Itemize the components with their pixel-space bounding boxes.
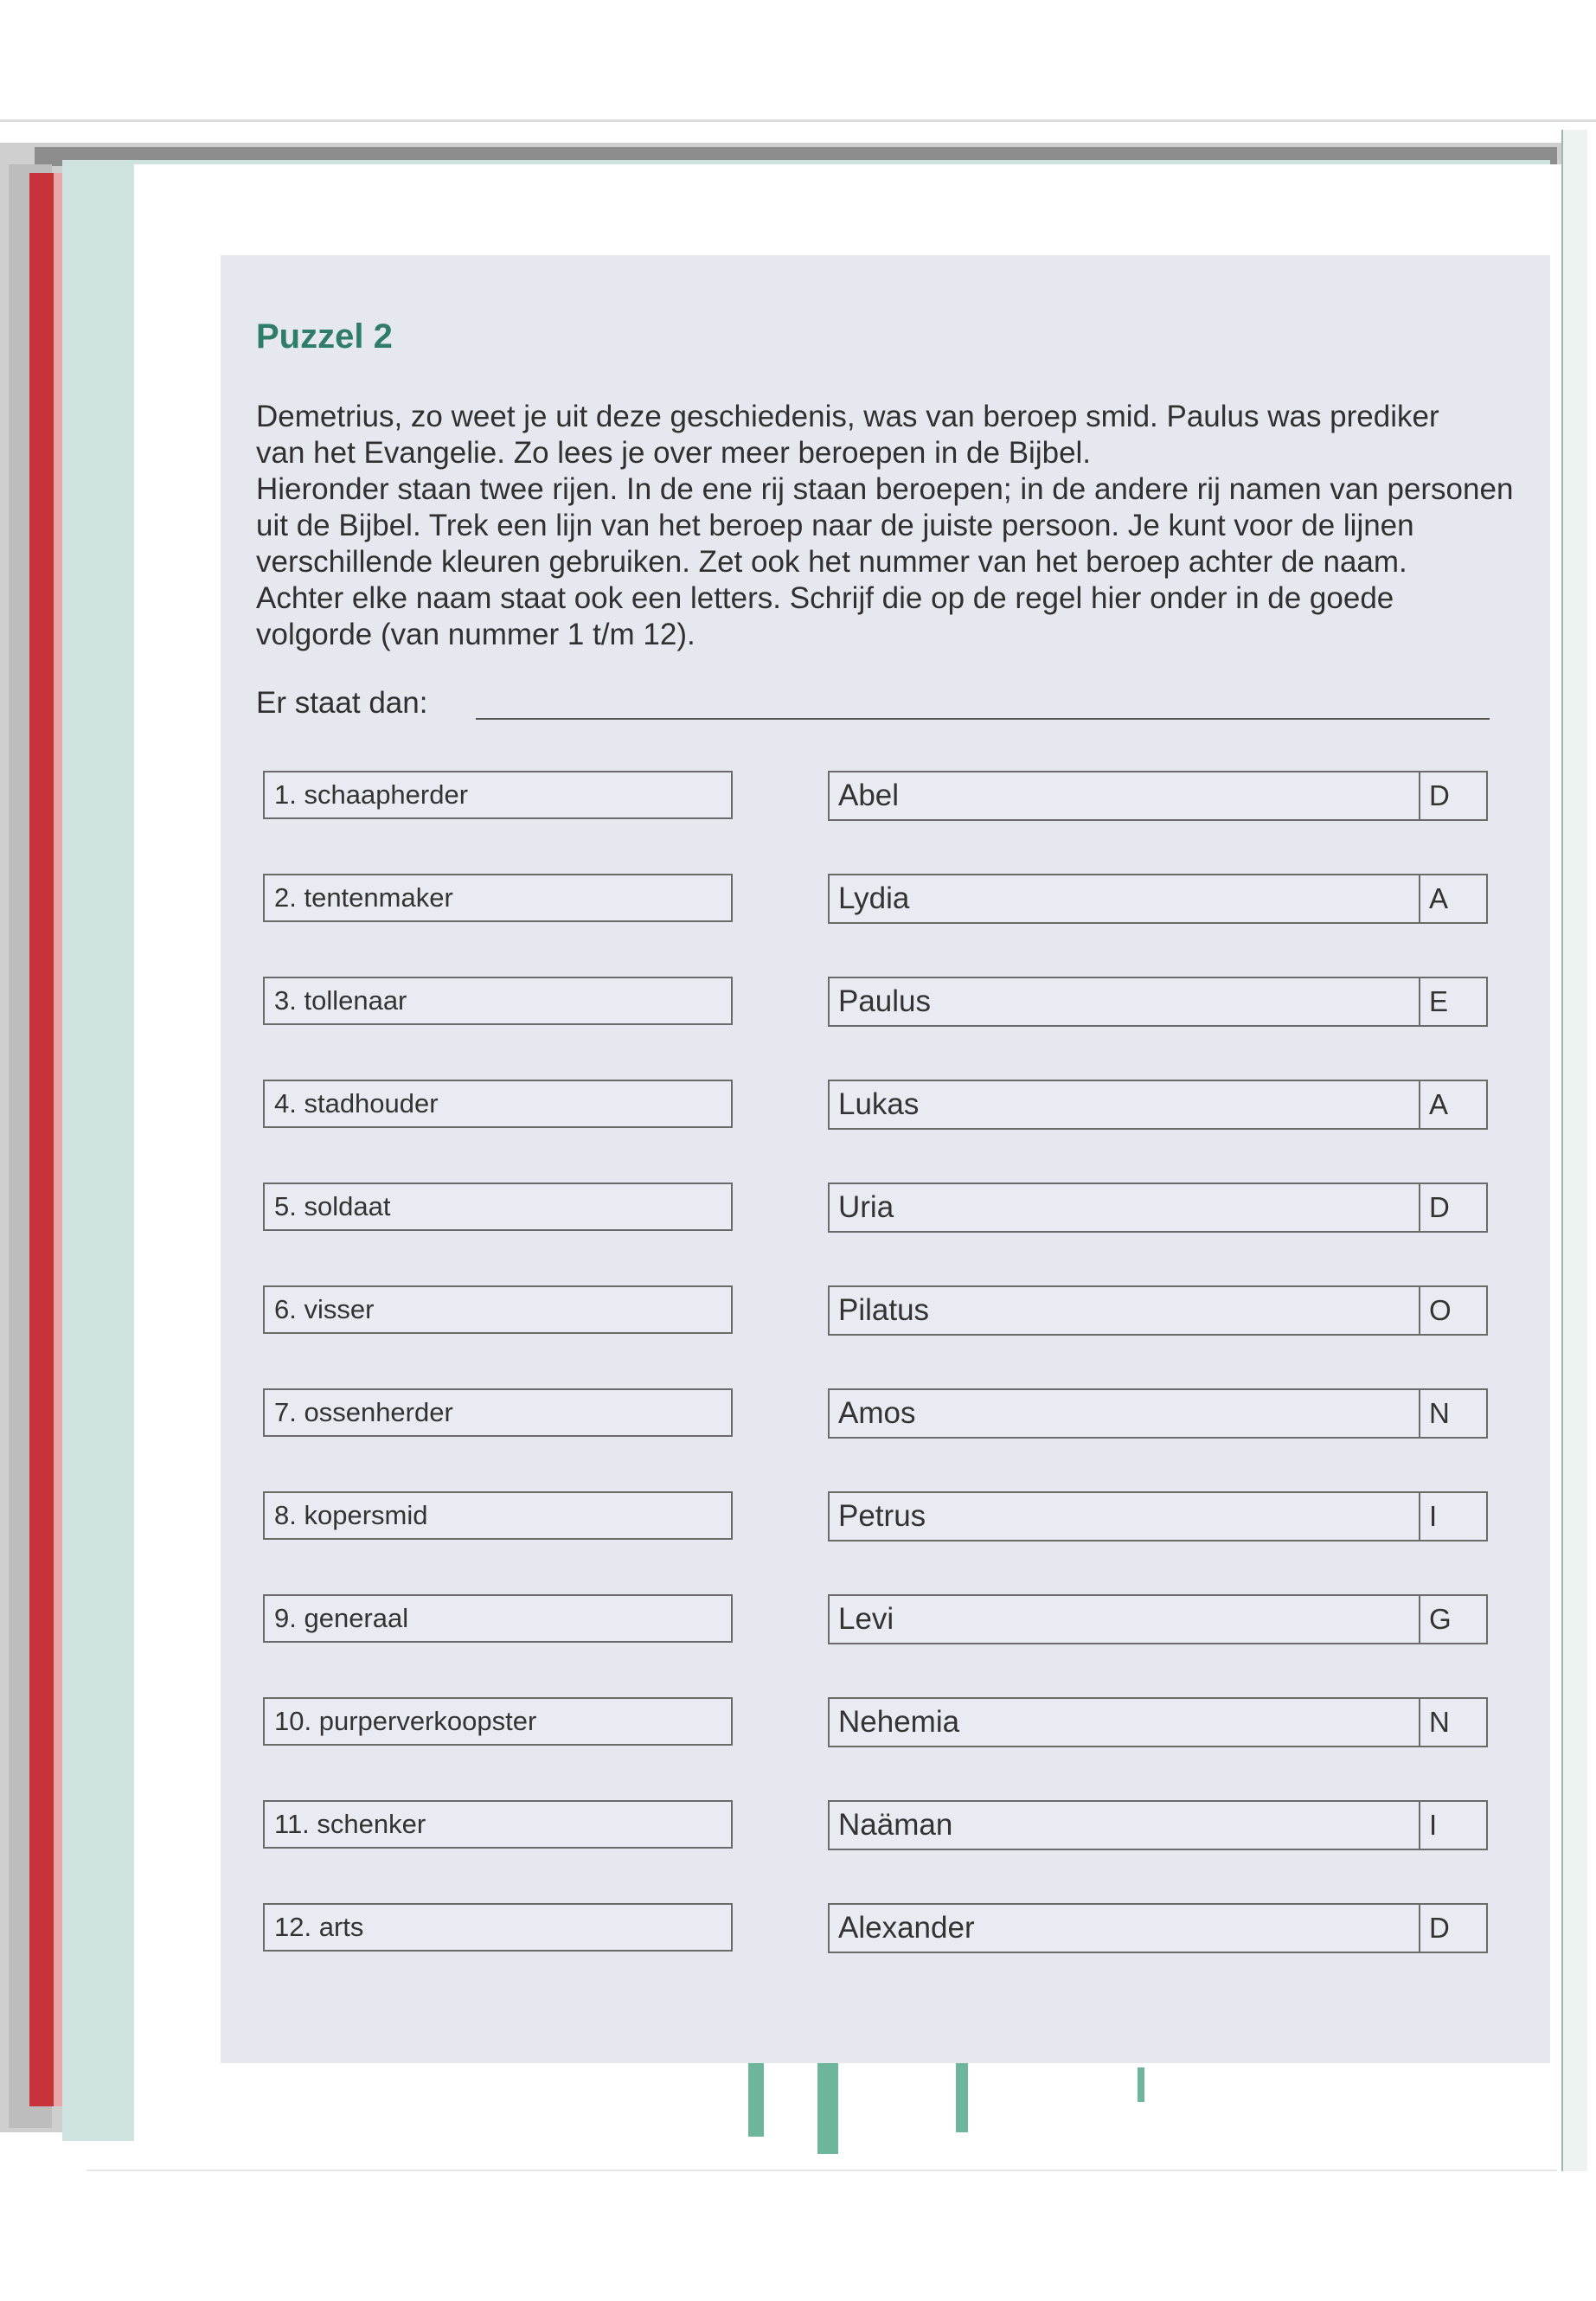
profession-box[interactable]: 1. schaapherder: [263, 771, 733, 819]
puzzle-row: [221, 1491, 1550, 1543]
person-name: Amos: [838, 1396, 916, 1430]
person-name: Naäman: [838, 1808, 953, 1842]
puzzle-row: [221, 1903, 1550, 1955]
puzzle-row: [221, 1388, 1550, 1440]
person-name: Abel: [838, 779, 900, 812]
answer-label: Er staat dan:: [256, 686, 428, 720]
puzzle-panel: [221, 255, 1550, 2063]
person-name: Lydia: [838, 881, 910, 915]
profession-box[interactable]: 9. generaal: [263, 1594, 733, 1643]
book-red-strip-light: [54, 173, 62, 2106]
person-name: Nehemia: [838, 1705, 960, 1739]
puzzle-row: [221, 1183, 1550, 1234]
person-box[interactable]: [828, 1183, 1488, 1233]
puzzle-row: [221, 1800, 1550, 1852]
instruction-line: Demetrius, zo weet je uit deze geschiedenis, was van beroep smid. Paulus was prediker: [256, 400, 1439, 433]
instruction-line: verschillende kleuren gebruiken. Zet ook het nummer van het beroep achter de naam.: [256, 545, 1407, 579]
letter-cell: D: [1419, 772, 1486, 819]
person-name: Alexander: [838, 1911, 975, 1945]
letter-cell: E: [1419, 978, 1486, 1025]
letter-cell: N: [1419, 1390, 1486, 1437]
instruction-line: Achter elke naam staat ook een letters. Schrijf die op de regel hier onder in de goede: [256, 581, 1394, 615]
letter-cell: A: [1419, 1081, 1486, 1128]
person-box[interactable]: [828, 771, 1488, 821]
scan-top-line: [0, 119, 1596, 122]
person-box[interactable]: [828, 1080, 1488, 1130]
instruction-line: van het Evangelie. Zo lees je over meer beroepen in de Bijbel.: [256, 436, 1092, 470]
letter-cell: G: [1419, 1596, 1486, 1643]
person-name: Lukas: [838, 1087, 920, 1121]
ink-smudge: [1138, 2067, 1144, 2102]
puzzle-row: [221, 1697, 1550, 1749]
letter-cell: A: [1419, 875, 1486, 922]
ink-smudge: [956, 2063, 968, 2132]
person-name: Uria: [838, 1190, 894, 1224]
profession-box[interactable]: 6. visser: [263, 1285, 733, 1334]
person-box[interactable]: [828, 977, 1488, 1027]
person-name: Petrus: [838, 1499, 926, 1533]
instructions: [256, 399, 1541, 653]
profession-box[interactable]: 3. tollenaar: [263, 977, 733, 1025]
profession-box[interactable]: 4. stadhouder: [263, 1080, 733, 1128]
person-box[interactable]: [828, 1491, 1488, 1541]
ink-smudge: [817, 2059, 838, 2154]
profession-box[interactable]: 5. soldaat: [263, 1183, 733, 1231]
person-box[interactable]: [828, 1594, 1488, 1644]
book-red-strip: [29, 173, 54, 2106]
person-box[interactable]: [828, 1800, 1488, 1850]
person-name: Levi: [838, 1602, 894, 1636]
person-name: Pilatus: [838, 1293, 930, 1327]
puzzle-row: [221, 1594, 1550, 1646]
profession-box[interactable]: 8. kopersmid: [263, 1491, 733, 1540]
answer-line[interactable]: [476, 718, 1490, 720]
puzzle-row: [221, 1080, 1550, 1131]
profession-box[interactable]: 7. ossenherder: [263, 1388, 733, 1437]
person-box[interactable]: [828, 1388, 1488, 1439]
puzzle-title: Puzzel 2: [256, 317, 393, 356]
letter-cell: D: [1419, 1905, 1486, 1952]
person-box[interactable]: [828, 1903, 1488, 1953]
profession-box[interactable]: 11. schenker: [263, 1800, 733, 1849]
instruction-line: Hieronder staan twee rijen. In de ene rij staan beroepen; in de andere rij namen van personen: [256, 472, 1514, 506]
profession-box[interactable]: 10. purperverkoopster: [263, 1697, 733, 1746]
instruction-line: volgorde (van nummer 1 t/m 12).: [256, 618, 695, 651]
letter-cell: D: [1419, 1184, 1486, 1231]
profession-box[interactable]: 12. arts: [263, 1903, 733, 1952]
answer-row: [256, 686, 1519, 729]
person-name: Paulus: [838, 984, 932, 1018]
puzzle-row: [221, 977, 1550, 1029]
puzzle-row: [221, 771, 1550, 823]
person-box[interactable]: [828, 1697, 1488, 1747]
letter-cell: I: [1419, 1802, 1486, 1849]
letter-cell: O: [1419, 1287, 1486, 1334]
page-right-edge: [1561, 130, 1587, 2171]
scan-bottom-line: [87, 2170, 1557, 2171]
instruction-line: uit de Bijbel. Trek een lijn van het beroep naar de juiste persoon. Je kunt voor de lijnen: [256, 509, 1414, 542]
letter-cell: I: [1419, 1493, 1486, 1540]
person-box[interactable]: [828, 1285, 1488, 1336]
profession-box[interactable]: 2. tentenmaker: [263, 874, 733, 922]
ink-smudge: [748, 2054, 764, 2137]
puzzle-row: [221, 874, 1550, 926]
puzzle-row: [221, 1285, 1550, 1337]
person-box[interactable]: [828, 874, 1488, 924]
letter-cell: N: [1419, 1699, 1486, 1746]
